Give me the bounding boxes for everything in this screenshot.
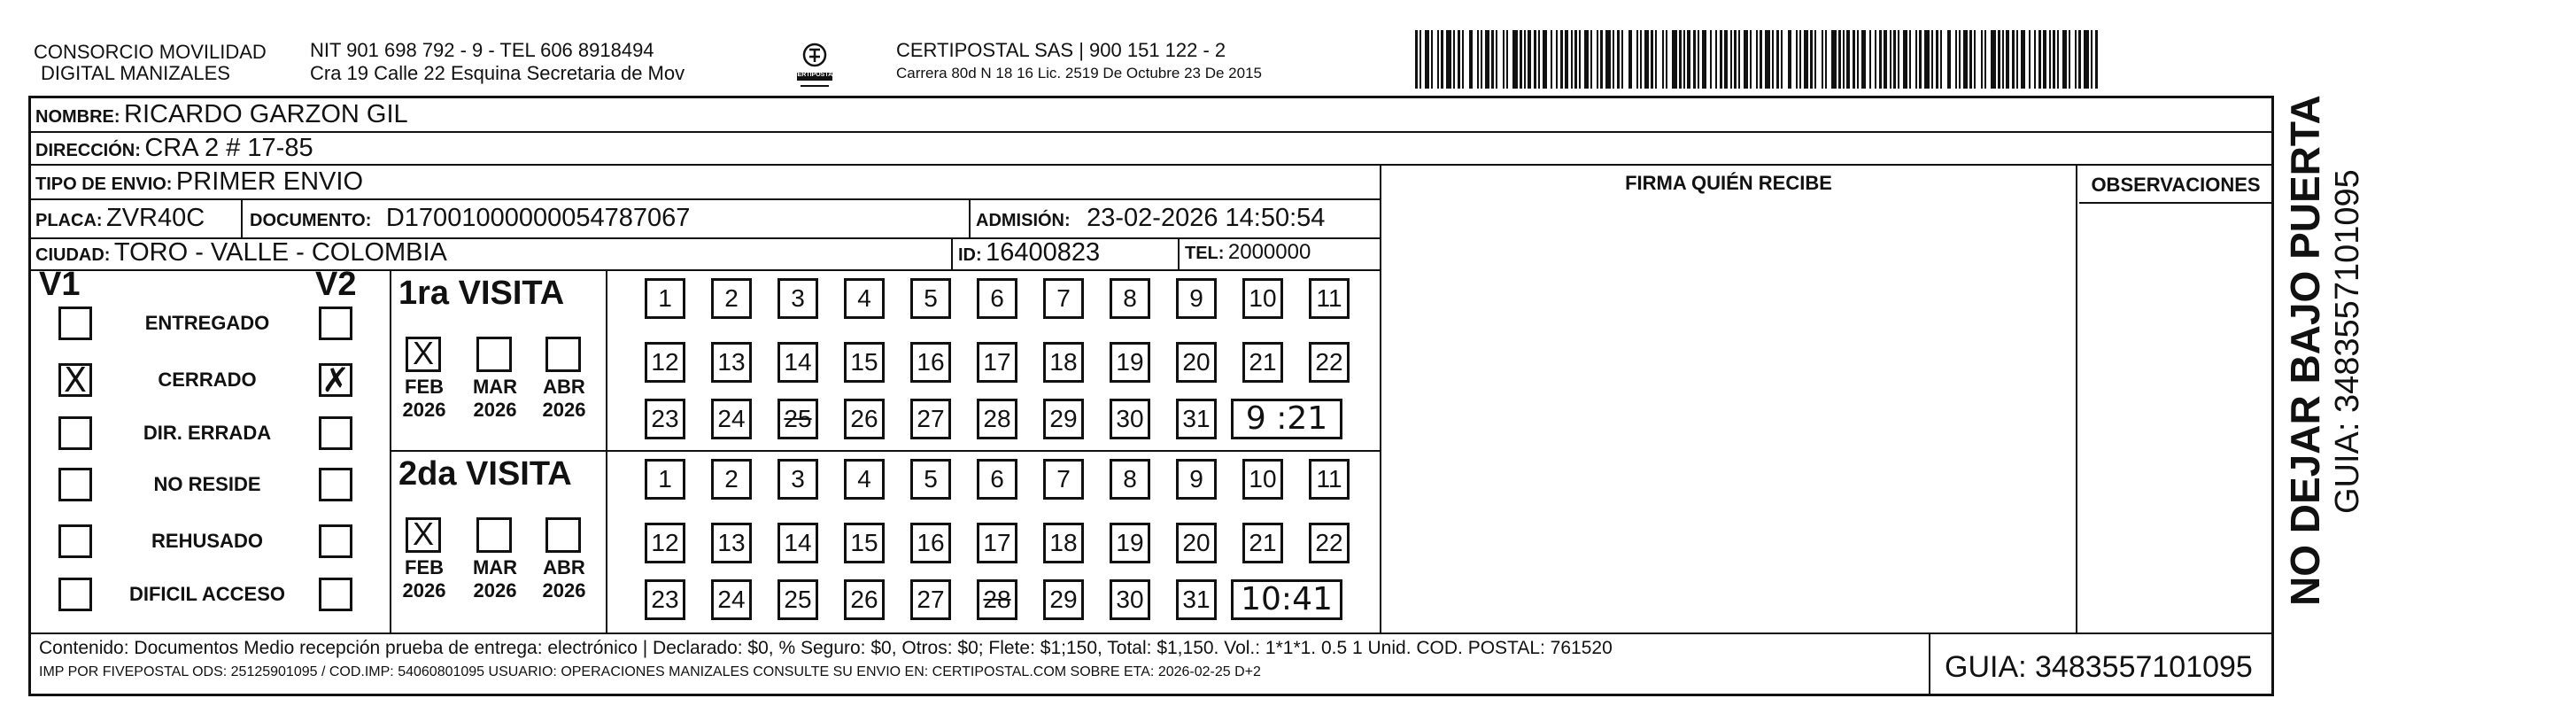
barcode-bar: [1738, 30, 1740, 89]
barcode-bar: [1890, 30, 1891, 89]
barcode-bar: [1520, 30, 1522, 89]
documento-value: D17001000000054787067: [385, 204, 691, 232]
barcode-bar: [1947, 30, 1951, 89]
barcode-bar: [1744, 30, 1748, 89]
day-box[interactable]: 17: [977, 523, 1017, 563]
barcode-bar: [1884, 30, 1887, 89]
nombre-label: NOMBRE:: [35, 107, 120, 127]
barcode-bar: [1869, 30, 1871, 89]
barcode-bar: [1662, 30, 1664, 89]
barcode-bar: [2034, 30, 2036, 89]
barcode-bar: [1528, 30, 1531, 89]
v2-checkbox[interactable]: [319, 578, 352, 611]
barcode-bar: [1446, 30, 1451, 89]
certipostal-logo-icon: [788, 37, 841, 90]
barcode-bar: [1551, 30, 1552, 89]
barcode-bar: [1651, 30, 1653, 89]
sender-address: Cra 19 Calle 22 Esquina Secretaria de Mov: [310, 62, 685, 84]
footer-print-info: IMP POR FIVEPOSTAL ODS: 25125901095 / COD.IMP: 54060801095 USUARIO: OPERACIONES MANIZALES CONSULTE SU ENVIO EN: CERTIPOSTAL.COM SOBRE ETA: 2026-02-25 D+2: [39, 664, 1261, 679]
barcode-bar: [1893, 30, 1896, 89]
month-checkbox[interactable]: X: [406, 337, 441, 372]
barcode-bar: [1750, 30, 1752, 89]
barcode-bar: [2053, 30, 2055, 89]
day-box[interactable]: 27: [910, 399, 951, 439]
barcode-bar: [1799, 30, 1801, 89]
day-box[interactable]: 27: [910, 579, 951, 620]
day-box[interactable]: 20: [1176, 342, 1217, 383]
barcode-bar: [1822, 30, 1823, 89]
day-box[interactable]: 26: [844, 579, 885, 620]
barcode-bar: [1512, 30, 1518, 89]
day-box[interactable]: 2: [711, 459, 752, 500]
barcode-bar: [1940, 30, 1942, 89]
barcode-bar: [1931, 30, 1933, 89]
barcode-bar: [1969, 30, 1972, 89]
barcode-bar: [1590, 30, 1592, 89]
barcode-bar: [1959, 30, 1961, 89]
barcode-bar: [1715, 30, 1717, 89]
day-box[interactable]: 23: [645, 579, 685, 620]
day-box[interactable]: 14: [777, 523, 818, 563]
barcode-bar: [1621, 30, 1623, 89]
day-box[interactable]: 25: [777, 399, 818, 439]
barcode-bar: [1981, 30, 1983, 89]
nombre-value: RICARDO GARZON GIL: [124, 100, 408, 128]
barcode-bar: [2069, 30, 2070, 89]
ciudad-label: CIUDAD:: [35, 245, 111, 265]
month-name: FEB: [405, 376, 444, 398]
day-box[interactable]: 6: [977, 459, 1017, 500]
status-label: DIR. ERRADA: [143, 422, 272, 444]
day-box[interactable]: 12: [645, 342, 685, 383]
barcode-bar: [1600, 30, 1603, 89]
barcode-bar: [1613, 30, 1614, 89]
barcode-bar: [1415, 30, 1418, 89]
barcode-bar: [1998, 30, 2000, 89]
day-box[interactable]: 28: [977, 579, 1017, 620]
barcode-bar: [1915, 30, 1917, 89]
status-label: NO RESIDE: [153, 473, 261, 495]
certipostal-logo-text: CERTIPOSTAL: [793, 72, 837, 78]
barcode-bar: [1776, 30, 1779, 89]
month-checkbox[interactable]: [545, 337, 581, 372]
barcode-bar: [1698, 30, 1699, 89]
barcode-bar: [1853, 30, 1855, 89]
barcode-bar: [2084, 30, 2089, 89]
barcode-bar: [1420, 30, 1421, 89]
barcode-bar: [2062, 30, 2067, 89]
courier-address: Carrera 80d N 18 16 Lic. 2519 De Octubre 23 De 2015: [896, 65, 1262, 81]
barcode-bar: [1734, 30, 1737, 89]
barcode-bar: [1640, 30, 1642, 89]
month-checkbox[interactable]: [545, 517, 581, 553]
barcode-bar: [1814, 30, 1816, 89]
barcode-bar: [1702, 30, 1706, 89]
month-name: MAR: [472, 376, 518, 398]
v2-header: V2: [315, 266, 357, 303]
barcode-bar: [1496, 30, 1497, 89]
v2-checkbox[interactable]: [319, 416, 352, 450]
barcode-bar: [1431, 30, 1433, 89]
tel-cell: [1185, 237, 1311, 270]
barcode-bar: [1919, 30, 1922, 89]
barcode-bar: [1720, 30, 1722, 89]
courier-name: CERTIPOSTAL SAS | 900 151 122 - 2: [896, 39, 1226, 61]
barcode-bar: [1724, 30, 1728, 89]
day-box[interactable]: 31: [1176, 399, 1217, 439]
day-box[interactable]: 25: [777, 579, 818, 620]
month-checkbox[interactable]: X: [406, 517, 441, 553]
direccion-row: [35, 133, 313, 167]
direccion-label: DIRECCIÓN:: [35, 141, 141, 160]
barcode-bar: [2091, 30, 2093, 89]
barcode-bar: [1875, 30, 1876, 89]
barcode-bar: [1879, 30, 1882, 89]
day-box[interactable]: 1: [645, 278, 685, 319]
barcode-bar: [1453, 30, 1455, 89]
day-box[interactable]: 18: [1043, 523, 1084, 563]
day-box[interactable]: 2: [711, 278, 752, 319]
day-box[interactable]: 9: [1176, 278, 1217, 319]
visit-time[interactable]: 10:41: [1231, 579, 1342, 620]
month-year: 2026: [402, 579, 446, 601]
day-box[interactable]: 19: [1110, 523, 1150, 563]
day-box[interactable]: 22: [1309, 523, 1350, 563]
barcode-bar: [1984, 30, 1986, 89]
barcode-bar: [1974, 30, 1976, 89]
barcode-bar: [1781, 30, 1783, 89]
barcode-bar: [1506, 30, 1508, 89]
v2-checkbox[interactable]: [319, 307, 352, 340]
barcode-bar: [1898, 30, 1899, 89]
day-box[interactable]: 6: [977, 278, 1017, 319]
barcode-bar: [1857, 30, 1859, 89]
barcode-bar: [1796, 30, 1798, 89]
barcode-bar: [1693, 30, 1696, 89]
barcode-bar: [1628, 30, 1632, 89]
barcode-bar: [2043, 30, 2046, 89]
certipostal-logo: [788, 37, 841, 90]
visit-time[interactable]: 9 :21: [1231, 399, 1342, 439]
day-box[interactable]: 13: [711, 342, 752, 383]
barcode-bar: [1903, 30, 1907, 89]
barcode-bar: [1556, 30, 1558, 89]
tipo-envio-value: PRIMER ENVIO: [175, 167, 364, 196]
visit-title: 1ra VISITA: [398, 275, 565, 312]
day-box[interactable]: 16: [910, 523, 951, 563]
day-box[interactable]: 1: [645, 459, 685, 500]
month-name: MAR: [472, 556, 518, 578]
month-year: 2026: [473, 579, 517, 601]
id-label: ID:: [958, 245, 982, 265]
barcode-bar: [2075, 30, 2077, 89]
v1-checkbox[interactable]: X: [58, 363, 92, 397]
side-guia: GUIA: 3483557101095: [2329, 169, 2366, 514]
day-box[interactable]: 5: [910, 459, 951, 500]
barcode-bar: [1425, 30, 1429, 89]
barcode-bar: [1810, 30, 1813, 89]
day-box[interactable]: 3: [777, 278, 818, 319]
nombre-row: [35, 99, 408, 134]
barcode-bar: [1636, 30, 1638, 89]
admision-cell: [976, 203, 1325, 237]
firma-header: FIRMA QUIÉN RECIBE: [1625, 172, 1832, 194]
day-box[interactable]: 15: [844, 342, 885, 383]
day-box[interactable]: 17: [977, 342, 1017, 383]
barcode-bar: [1909, 30, 1911, 89]
month-checkbox[interactable]: [476, 517, 512, 553]
day-box[interactable]: 24: [711, 579, 752, 620]
placa-label: PLACA:: [35, 211, 103, 230]
barcode-bar: [2057, 30, 2059, 89]
barcode-bar: [1788, 30, 1791, 89]
barcode-bar: [1991, 30, 1996, 89]
day-box[interactable]: 16: [910, 342, 951, 383]
barcode-bar: [1666, 30, 1667, 89]
day-box[interactable]: 19: [1110, 342, 1150, 383]
barcode-bar: [1560, 30, 1563, 89]
barcode-bar: [1579, 30, 1581, 89]
barcode-bar: [1963, 30, 1968, 89]
barcode-bar: [1772, 30, 1774, 89]
barcode-bar: [2095, 30, 2098, 89]
day-box[interactable]: 8: [1110, 278, 1150, 319]
month-checkbox[interactable]: [476, 337, 512, 372]
barcode-bar: [1565, 30, 1568, 89]
day-box[interactable]: 7: [1043, 459, 1084, 500]
barcode-bar: [1687, 30, 1690, 89]
footer-content: Contenido: Documentos Medio recepción prueba de entrega: electrónico | Declarado: $0, % Seguro: $0, Otros: $0; Flete: $1;150, Total: $1,150. Vol.: 1*1*1. 0.5 1 Unid. COD. POSTAL: 761520: [39, 638, 1613, 658]
status-label: REHUSADO: [151, 530, 263, 552]
day-box[interactable]: 11: [1309, 278, 1350, 319]
day-box[interactable]: 13: [711, 523, 752, 563]
barcode-bar: [2012, 30, 2015, 89]
day-box[interactable]: 4: [844, 278, 885, 319]
day-box[interactable]: 29: [1043, 399, 1084, 439]
barcode-bar: [1730, 30, 1732, 89]
barcode-bar: [1458, 30, 1460, 89]
barcode-bar: [1804, 30, 1808, 89]
barcode-bar: [2016, 30, 2018, 89]
barcode-bar: [1441, 30, 1443, 89]
status-label: ENTREGADO: [144, 312, 270, 334]
signature-area[interactable]: [1383, 204, 2074, 631]
barcode-bar: [1462, 30, 1464, 89]
admision-value: 23-02-2026 14:50:54: [1087, 204, 1326, 232]
admision-label: ADMISIÓN:: [976, 211, 1071, 230]
v2-checkbox[interactable]: [319, 524, 352, 558]
day-box[interactable]: 22: [1309, 342, 1350, 383]
status-label: DIFICIL ACCESO: [128, 583, 285, 605]
day-box[interactable]: 30: [1110, 579, 1150, 620]
day-box[interactable]: 15: [844, 523, 885, 563]
sender-nit: NIT 901 698 792 - 9 - TEL 606 8918494: [310, 39, 654, 61]
ciudad-value: TORO - VALLE - COLOMBIA: [113, 238, 447, 267]
barcode-bar: [1679, 30, 1682, 89]
tel-label: TEL:: [1185, 244, 1225, 263]
v1-checkbox[interactable]: [58, 578, 92, 611]
day-box[interactable]: 24: [711, 399, 752, 439]
no-dejar-bajo-puerta: NO DEJAR BAJO PUERTA: [2282, 95, 2328, 606]
documento-label: DOCUMENTO:: [250, 211, 372, 230]
v1-checkbox[interactable]: [58, 524, 92, 558]
barcode-bar: [1491, 30, 1494, 89]
day-box[interactable]: 5: [910, 278, 951, 319]
barcode-bar: [1534, 30, 1536, 89]
barcode-bar: [1437, 30, 1439, 89]
day-box[interactable]: 21: [1242, 342, 1283, 383]
barcode-bar: [1861, 30, 1866, 89]
barcode-bar: [1838, 30, 1841, 89]
barcode-bar: [1683, 30, 1685, 89]
barcode-bar: [1710, 30, 1712, 89]
barcode-bar: [1655, 30, 1657, 89]
day-box[interactable]: 3: [777, 459, 818, 500]
barcode-bar: [1543, 30, 1547, 89]
day-box[interactable]: 26: [844, 399, 885, 439]
v1-checkbox[interactable]: [58, 307, 92, 340]
month-year: 2026: [542, 399, 586, 421]
barcode-bar: [1760, 30, 1762, 89]
barcode-bar: [1924, 30, 1930, 89]
ciudad-cell: [35, 237, 447, 272]
day-box[interactable]: 20: [1176, 523, 1217, 563]
day-box[interactable]: 14: [777, 342, 818, 383]
visit-title: 2da VISITA: [398, 455, 572, 493]
month-name: ABR: [543, 556, 585, 578]
day-box[interactable]: 12: [645, 523, 685, 563]
barcode-bar: [2029, 30, 2031, 89]
barcode-bar: [2002, 30, 2004, 89]
status-label: CERRADO: [158, 369, 257, 391]
barcode-bar: [1538, 30, 1540, 89]
month-year: 2026: [402, 399, 446, 421]
v1-checkbox[interactable]: [58, 468, 92, 501]
barcode-bar: [1605, 30, 1611, 89]
barcode-bar: [1485, 30, 1489, 89]
month-year: 2026: [473, 399, 517, 421]
barcode-bar: [2006, 30, 2009, 89]
day-box[interactable]: 29: [1043, 579, 1084, 620]
barcode-bar: [2021, 30, 2025, 89]
day-box[interactable]: 4: [844, 459, 885, 500]
day-box[interactable]: 18: [1043, 342, 1084, 383]
barcode-bar: [1524, 30, 1526, 89]
day-box[interactable]: 7: [1043, 278, 1084, 319]
barcode-bar: [1584, 30, 1589, 89]
month-name: FEB: [405, 556, 444, 578]
barcode-bar: [1846, 30, 1850, 89]
barcode-bar: [1765, 30, 1770, 89]
barcode-bar: [1955, 30, 1957, 89]
barcode-bar: [1825, 30, 1827, 89]
barcode-bar: [1936, 30, 1938, 89]
tel-value: 2000000: [1227, 240, 1311, 264]
barcode-bar: [1644, 30, 1649, 89]
observations-area[interactable]: [2079, 206, 2272, 631]
barcode-bar: [1672, 30, 1677, 89]
barcode-bar: [1477, 30, 1479, 89]
barcode-bar: [1597, 30, 1598, 89]
barcode-bar: [1756, 30, 1758, 89]
observaciones-header: OBSERVACIONES: [2091, 174, 2261, 196]
barcode-bar: [2038, 30, 2041, 89]
barcode-bar: [2049, 30, 2051, 89]
barcode-bar: [1481, 30, 1482, 89]
v1-checkbox[interactable]: [58, 416, 92, 450]
barcode-bar: [2078, 30, 2081, 89]
placa-value: ZVR40C: [106, 204, 205, 232]
v2-checkbox[interactable]: [319, 468, 352, 501]
barcode-bar: [1617, 30, 1620, 89]
v2-checkbox[interactable]: ✗: [319, 363, 352, 397]
month-year: 2026: [542, 579, 586, 601]
tipo-envio-row: [35, 167, 363, 201]
barcode-bar: [1831, 30, 1837, 89]
sender-name-line1: CONSORCIO MOVILIDAD: [34, 41, 267, 63]
guide-barcode: [1415, 30, 2108, 89]
day-box[interactable]: 31: [1176, 579, 1217, 620]
day-box[interactable]: 11: [1309, 459, 1350, 500]
id-value: 16400823: [986, 238, 1101, 267]
barcode-bar: [1503, 30, 1505, 89]
month-name: ABR: [543, 376, 585, 398]
day-box[interactable]: 10: [1242, 459, 1283, 500]
id-cell: [958, 237, 1100, 272]
direccion-value: CRA 2 # 17-85: [144, 134, 313, 162]
placa-cell: [35, 203, 205, 237]
day-box[interactable]: 23: [645, 399, 685, 439]
v1-header: V1: [39, 266, 81, 303]
day-box[interactable]: 9: [1176, 459, 1217, 500]
footer-guia: GUIA: 3483557101095: [1945, 650, 2253, 684]
barcode-bar: [1843, 30, 1845, 89]
day-box[interactable]: 8: [1110, 459, 1150, 500]
day-box[interactable]: 21: [1242, 523, 1283, 563]
day-box[interactable]: 30: [1110, 399, 1150, 439]
barcode-bar: [1469, 30, 1473, 89]
day-box[interactable]: 10: [1242, 278, 1283, 319]
day-box[interactable]: 28: [977, 399, 1017, 439]
barcode-bar: [1571, 30, 1573, 89]
tipo-envio-label: TIPO DE ENVIO:: [35, 175, 173, 194]
sender-name-line2: DIGITAL MANIZALES: [41, 62, 230, 84]
barcode-bar: [1574, 30, 1577, 89]
documento-cell: [250, 203, 690, 237]
